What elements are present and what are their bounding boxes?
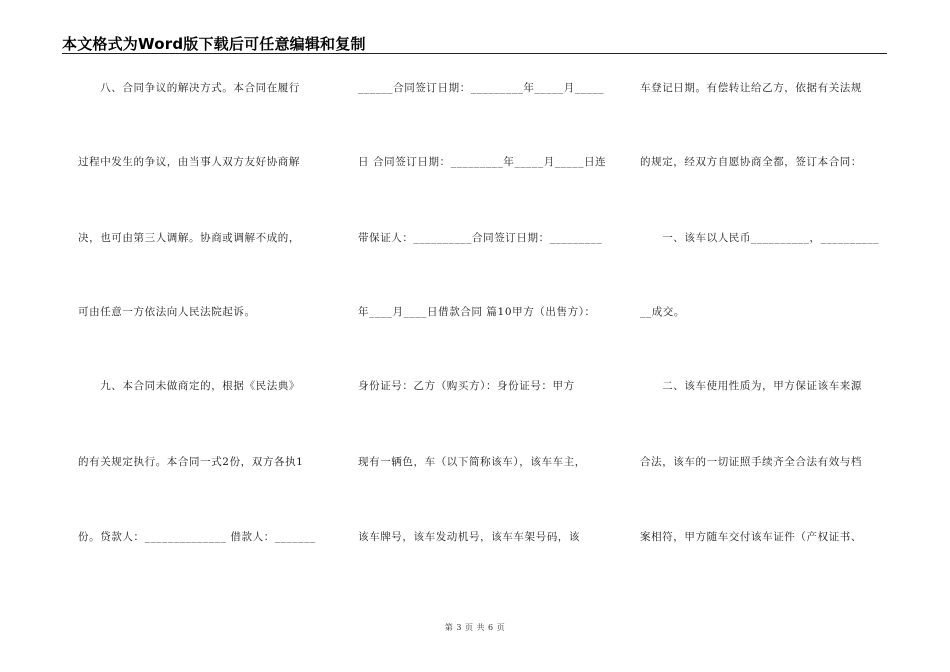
column-2-line-6: 现有一辆色，车（以下简称该车），该车车主， — [358, 456, 586, 468]
column-2-line-4: 年____月____日借款合同 篇10甲方（出售方）： — [358, 306, 596, 318]
column-2-line-1: ______合同签订日期：_________年_____月_____ — [358, 82, 605, 94]
column-1-line-6: 的有关规定执行。本合同一式2份，双方各执1 — [78, 456, 304, 468]
column-3-line-3: 一、该车以人民币__________，__________ — [640, 232, 880, 244]
column-2-line-3: 带保证人：__________合同签订日期：_________ — [358, 232, 603, 244]
column-3-line-1: 车登记日期。有偿转让给乙方，依据有关法规 — [640, 82, 862, 94]
column-3-line-7: 案相符，甲方随车交付该车证件（产权证书、 — [640, 531, 862, 543]
column-1-line-7: 份。贷款人：______________ 借款人：_______ — [78, 531, 316, 543]
column-2-line-7: 该车牌号，该车发动机号，该车车架号码，该 — [358, 531, 580, 543]
column-3-line-2: 的规定，经双方自愿协商全都，签订本合同： — [640, 156, 862, 168]
header-divider — [62, 53, 887, 54]
column-3-line-5: 二、该车使用性质为，甲方保证该车来源 — [640, 380, 862, 392]
column-1-line-4: 可由任意一方依法向人民法院起诉。 — [78, 306, 256, 318]
column-1-line-3: 决，也可由第三人调解。协商或调解不成的， — [78, 232, 300, 244]
column-1-line-5: 九、本合同未做商定的，根据《民法典》 — [78, 380, 300, 392]
column-2-line-2: 日 合同签订日期：_________年_____月_____日连 — [358, 156, 607, 168]
column-1-line-1: 八、合同争议的解决方式。本合同在履行 — [78, 82, 300, 94]
document-header-title: 本文格式为Word版下载后可任意编辑和复制 — [62, 35, 366, 53]
page-number-footer: 第 3 页 共 6 页 — [444, 623, 506, 632]
column-2-line-5: 身份证号：乙方（购买方）：身份证号：甲方 — [358, 380, 575, 392]
column-1-line-2: 过程中发生的争议，由当事人双方友好协商解 — [78, 156, 300, 168]
column-3-line-6: 合法，该车的一切证照手续齐全合法有效与档 — [640, 456, 862, 468]
column-3-line-4: __成交。 — [640, 306, 685, 318]
